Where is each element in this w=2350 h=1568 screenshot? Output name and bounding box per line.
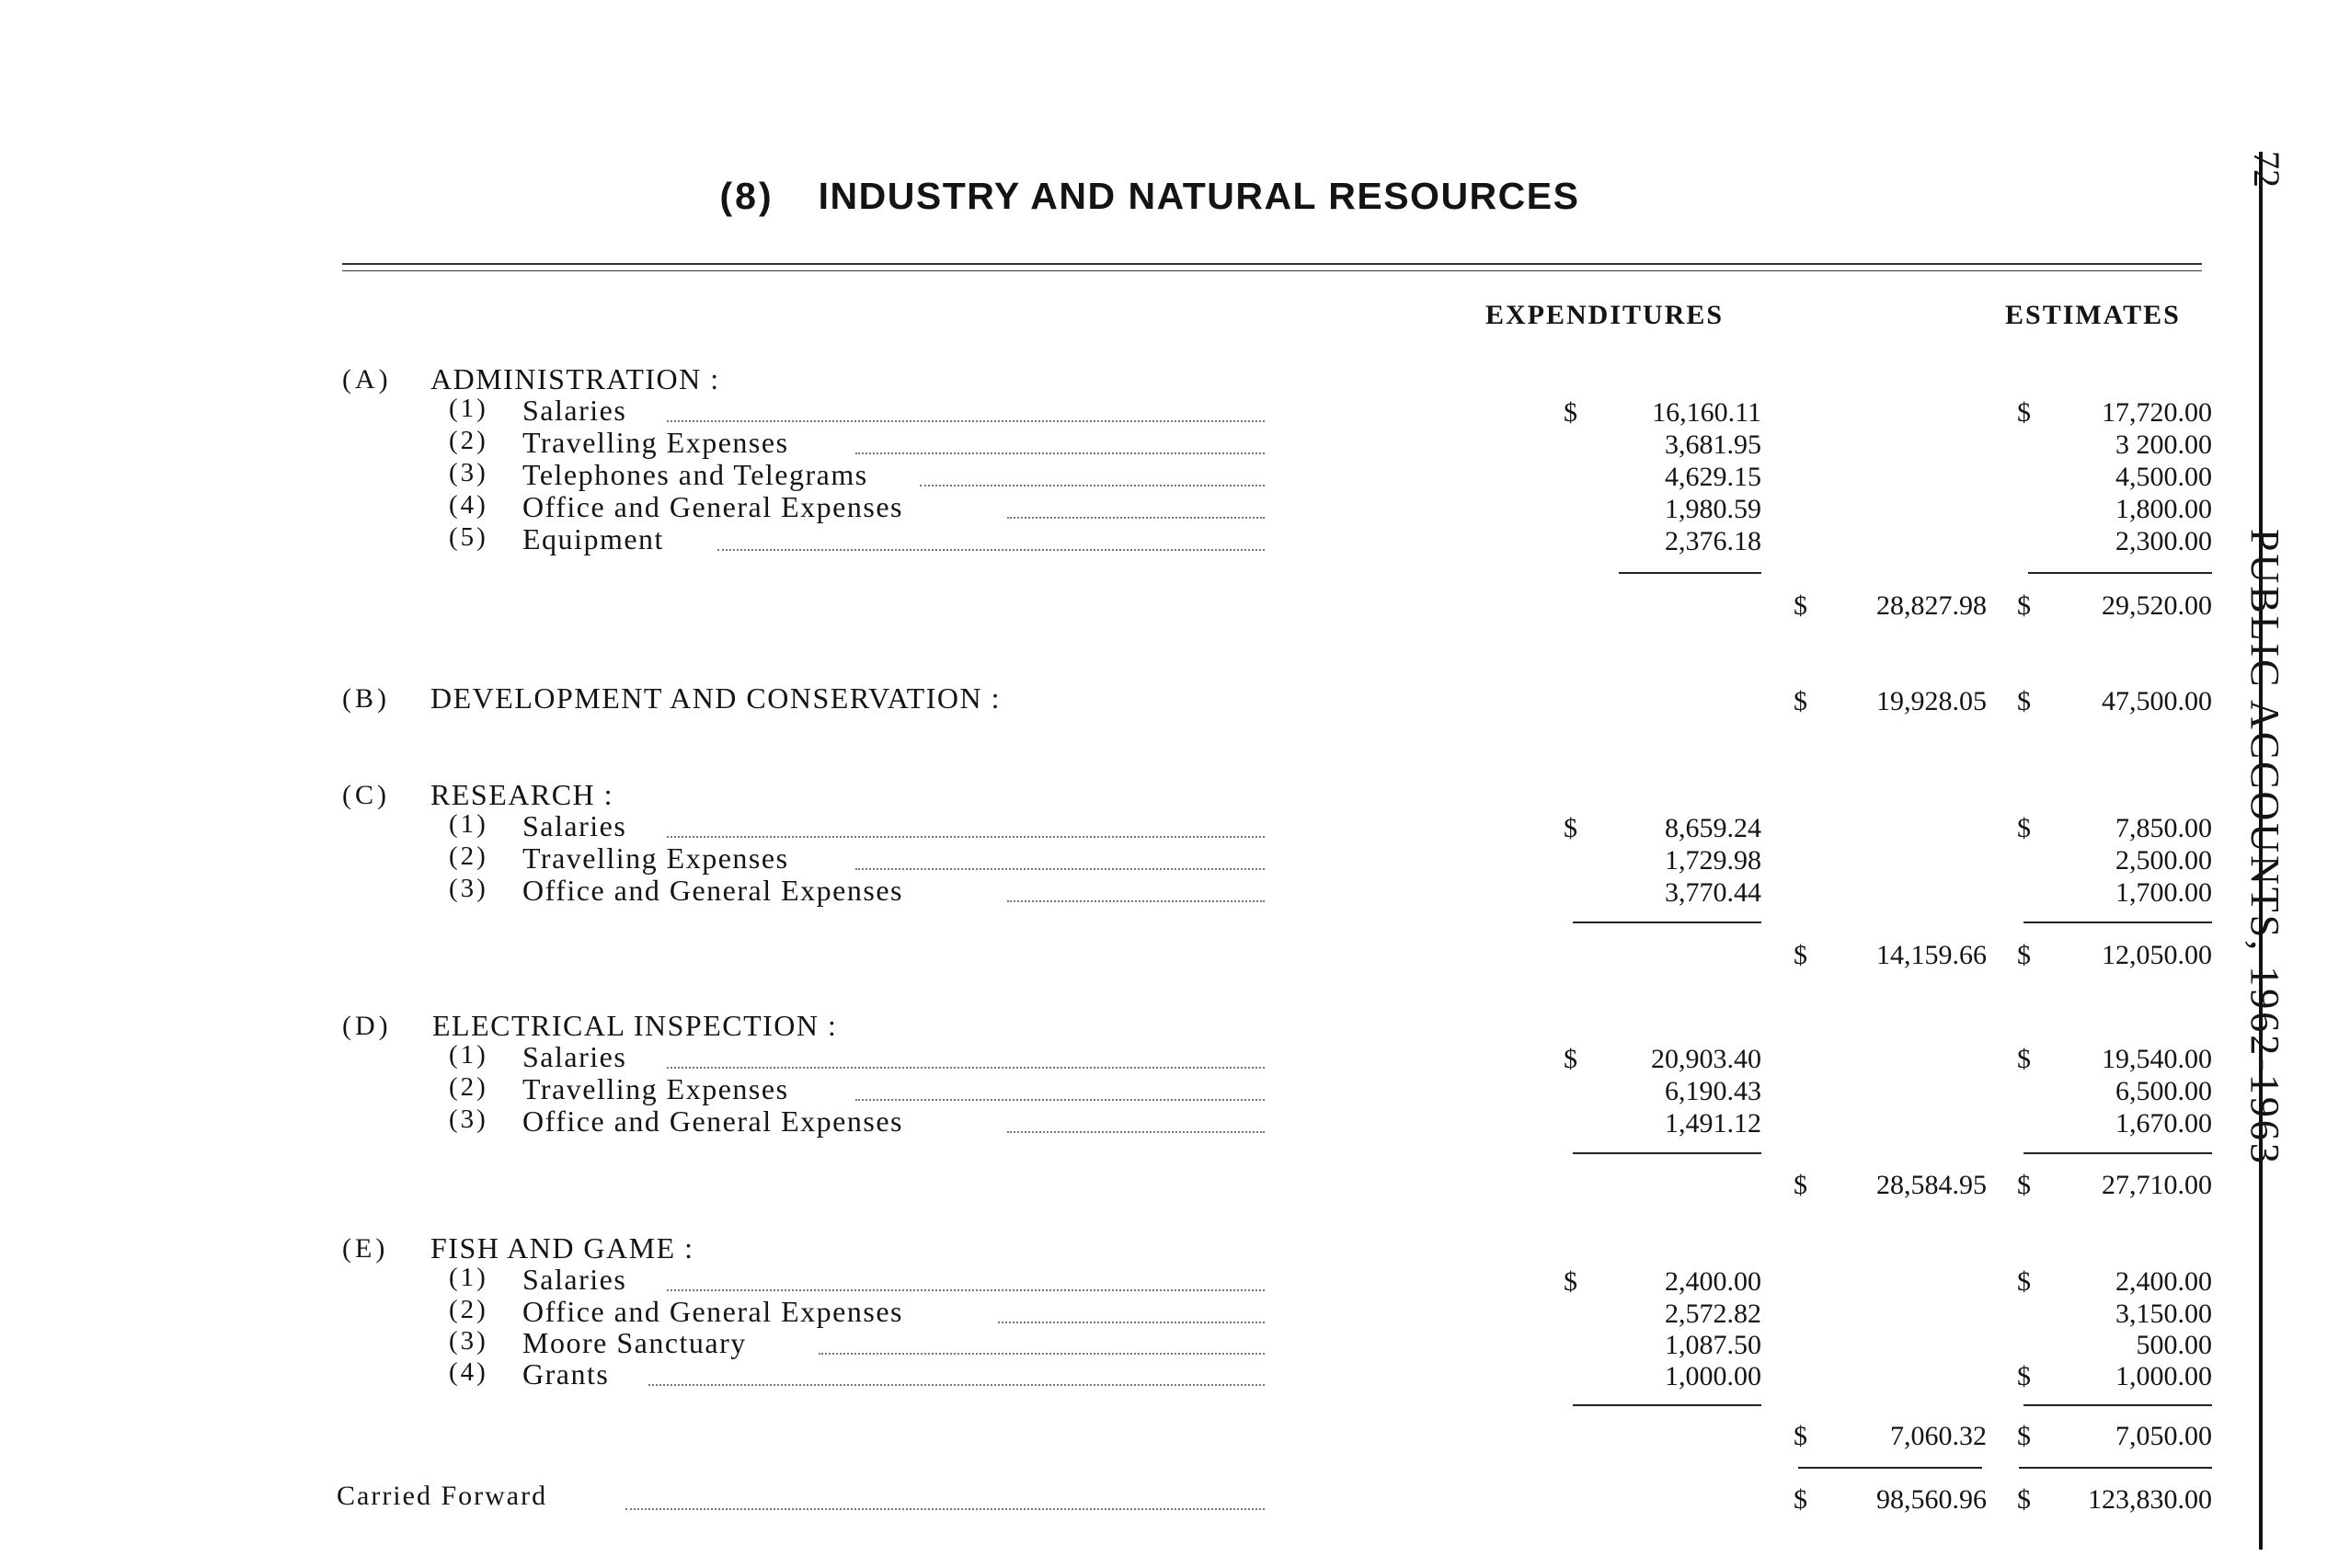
expenditure-amount: 6,190.43 <box>1665 1076 1761 1106</box>
dot-leader <box>855 1099 1265 1101</box>
dot-leader <box>648 1384 1265 1386</box>
estimate-amount: 2,400.00 <box>2115 1266 2212 1297</box>
section-total-estimate: 12,050.00 <box>2102 940 2212 970</box>
section-total-expenditure: 7,060.32 <box>1890 1421 1987 1451</box>
expenditure-amount: 8,659.24 <box>1665 813 1761 843</box>
dot-leader <box>667 836 1265 838</box>
section-letter: (B) <box>342 683 390 714</box>
expenditure-amount: 3,770.44 <box>1665 877 1761 908</box>
carried-forward-label: Carried Forward <box>337 1481 548 1511</box>
estimate-amount: 19,540.00 <box>2102 1044 2212 1074</box>
dollar-sign: $ <box>2017 1170 2031 1200</box>
dollar-sign: $ <box>1794 1421 1807 1451</box>
section-total-estimate: 7,050.00 <box>2115 1421 2212 1451</box>
dollar-sign: $ <box>1564 813 1577 843</box>
expenditure-amount: 1,087.50 <box>1665 1330 1761 1360</box>
dot-leader <box>998 1322 1265 1323</box>
expenditure-amount: 16,160.11 <box>1652 397 1761 428</box>
subtotal-rule <box>1573 1152 1761 1154</box>
section-total-expenditure: 19,928.05 <box>1876 686 1987 716</box>
dollar-sign: $ <box>1794 940 1807 970</box>
estimate-amount: 1,800.00 <box>2115 494 2212 524</box>
dollar-sign: $ <box>2017 397 2031 428</box>
subtotal-rule <box>2023 1152 2212 1154</box>
estimate-amount: 2,500.00 <box>2115 845 2212 876</box>
heading-rule-bottom <box>342 270 2202 271</box>
section-total-expenditure: 28,827.98 <box>1876 590 1987 621</box>
section-total-expenditure: 28,584.95 <box>1876 1170 1987 1200</box>
estimates-header: ESTIMATES <box>2005 300 2181 330</box>
dot-leader <box>625 1508 1265 1510</box>
section-letter: (C) <box>342 780 390 810</box>
section-title: ELECTRICAL INSPECTION : <box>432 1009 838 1042</box>
expenditure-amount: 3,681.95 <box>1665 429 1761 460</box>
estimate-amount: 500.00 <box>2136 1330 2212 1360</box>
dollar-sign: $ <box>2017 1044 2031 1074</box>
section-letter: (A) <box>342 364 392 395</box>
section-title: ADMINISTRATION : <box>430 362 720 395</box>
document-page: (8) INDUSTRY AND NATURAL RESOURCES EXPENDITURES ESTIMATES (A) ADMINISTRATION : (1) Salaries (2) Travelling Expenses (3) Telephones and Telegrams (4) Office and General Expenses (5) Equipment $ 16,160.11 3,681.95 4,629.15 1,980.59 2,376.18 $ 17,720.00 3 200.00 4,500.00 1,800.00 2,300.00 $ 28,827.98 $ 29,520.00 (B) DEVELOPMENT AND CONSERVATION : $ 19,928.05 $ 47,500.00 (C) RESEARCH : (1) Salaries (2) Travelling Expenses (3) Office and General Expenses $ 8,659.24 1,729.98 3,770.44 $ 7,850.00 2,500.00 1,700.00 $ 14,159.66 $ 12,050.00 (D) ELECTRICAL INSPECTION : (1) Salaries (2) Travelling Expenses (3) Office and General Expenses $ 20,903.40 6,190.43 1,491.12 $ 19,540.00 6,500.00 1,670.00 $ 28,584.95 $ 27,710.00 (E) FISH AND GAME : (1) Salaries (2) Office and General Expenses (3) Moore Sanctuary (4) Grants $ 2,400.00 2,572.82 1,087.50 1,000.00 $ 2,400.00 3,150.00 500.00 $ 1,000.00 $ 7,060.32 $ 7,050.00 Carried Forward $ 98,560.96 $ 123,830.00 72 PUBLIC ACCOUNTS, 1962-1963 <box>0 0 2350 1568</box>
estimate-amount: 2,300.00 <box>2115 526 2212 556</box>
subtotal-rule <box>1573 921 1761 923</box>
section-title: RESEARCH : <box>430 778 614 811</box>
subtotal-rule <box>2028 572 2212 574</box>
section-total-estimate: 27,710.00 <box>2102 1170 2212 1200</box>
dot-leader <box>855 452 1265 454</box>
dot-leader <box>1007 517 1265 519</box>
expenditure-amount: 1,980.59 <box>1665 494 1761 524</box>
estimate-amount: 6,500.00 <box>2115 1076 2212 1106</box>
expenditure-amount: 2,376.18 <box>1665 526 1761 556</box>
subtotal-rule <box>2023 1404 2212 1406</box>
page-heading <box>340 175 1959 218</box>
dot-leader <box>819 1353 1265 1355</box>
section-letter: (E) <box>342 1233 389 1264</box>
section-total-estimate: 47,500.00 <box>2102 686 2212 716</box>
expenditure-amount: 2,572.82 <box>1665 1299 1761 1329</box>
dollar-sign: $ <box>2017 1421 2031 1451</box>
estimate-amount: 3 200.00 <box>2115 429 2212 460</box>
estimate-amount: 1,000.00 <box>2115 1361 2212 1391</box>
running-title: PUBLIC ACCOUNTS, 1962-1963 <box>2242 529 2287 1166</box>
dollar-sign: $ <box>2017 1266 2031 1297</box>
subtotal-rule <box>1619 572 1761 574</box>
carried-forward-expenditure: 98,560.96 <box>1876 1484 1987 1515</box>
dot-leader <box>667 420 1265 422</box>
expenditure-amount: 1,491.12 <box>1665 1108 1761 1139</box>
heading-title: INDUSTRY AND NATURAL RESOURCES <box>818 175 1580 217</box>
heading-number: (8) <box>719 175 774 217</box>
section-title: FISH AND GAME : <box>430 1231 694 1265</box>
section-total-expenditure: 14,159.66 <box>1876 940 1987 970</box>
estimate-amount: 1,700.00 <box>2115 877 2212 908</box>
dollar-sign: $ <box>1794 1484 1807 1515</box>
expenditures-header: EXPENDITURES <box>1485 300 1725 330</box>
dot-leader <box>855 868 1265 870</box>
expenditure-amount: 2,400.00 <box>1665 1266 1761 1297</box>
estimate-amount: 7,850.00 <box>2115 813 2212 843</box>
dollar-sign: $ <box>2017 940 2031 970</box>
total-rule <box>1798 1467 1982 1469</box>
expenditure-amount: 1,729.98 <box>1665 845 1761 876</box>
dollar-sign: $ <box>2017 813 2031 843</box>
total-rule <box>2019 1467 2212 1469</box>
expenditure-amount: 1,000.00 <box>1665 1361 1761 1391</box>
dollar-sign: $ <box>2017 1484 2031 1515</box>
dot-leader <box>920 485 1265 486</box>
section-letter: (D) <box>342 1011 392 1041</box>
expenditure-amount: 20,903.40 <box>1651 1044 1761 1074</box>
subtotal-rule <box>1573 1404 1761 1406</box>
page-number: 72 <box>2246 151 2287 188</box>
expenditure-amount: 4,629.15 <box>1665 462 1761 492</box>
dot-leader <box>1007 1131 1265 1133</box>
estimate-amount: 4,500.00 <box>2115 462 2212 492</box>
dollar-sign: $ <box>2017 1361 2031 1391</box>
dot-leader <box>667 1067 1265 1069</box>
estimate-amount: 17,720.00 <box>2102 397 2212 428</box>
dollar-sign: $ <box>1794 1170 1807 1200</box>
dollar-sign: $ <box>1564 1266 1577 1297</box>
subtotal-rule <box>2023 921 2212 923</box>
carried-forward-estimate: 123,830.00 <box>2088 1484 2212 1515</box>
estimate-amount: 3,150.00 <box>2115 1299 2212 1329</box>
dot-leader <box>667 1289 1265 1291</box>
dot-leader <box>717 549 1265 551</box>
dollar-sign: $ <box>1794 590 1807 621</box>
dollar-sign: $ <box>1564 1044 1577 1074</box>
dollar-sign: $ <box>2017 686 2031 716</box>
dollar-sign: $ <box>2017 590 2031 621</box>
dollar-sign: $ <box>1564 397 1577 428</box>
section-total-estimate: 29,520.00 <box>2102 590 2212 621</box>
heading-rule-top <box>342 263 2202 265</box>
estimate-amount: 1,670.00 <box>2115 1108 2212 1139</box>
dot-leader <box>1007 900 1265 902</box>
dollar-sign: $ <box>1794 686 1807 716</box>
section-title: DEVELOPMENT AND CONSERVATION : <box>430 681 1001 715</box>
